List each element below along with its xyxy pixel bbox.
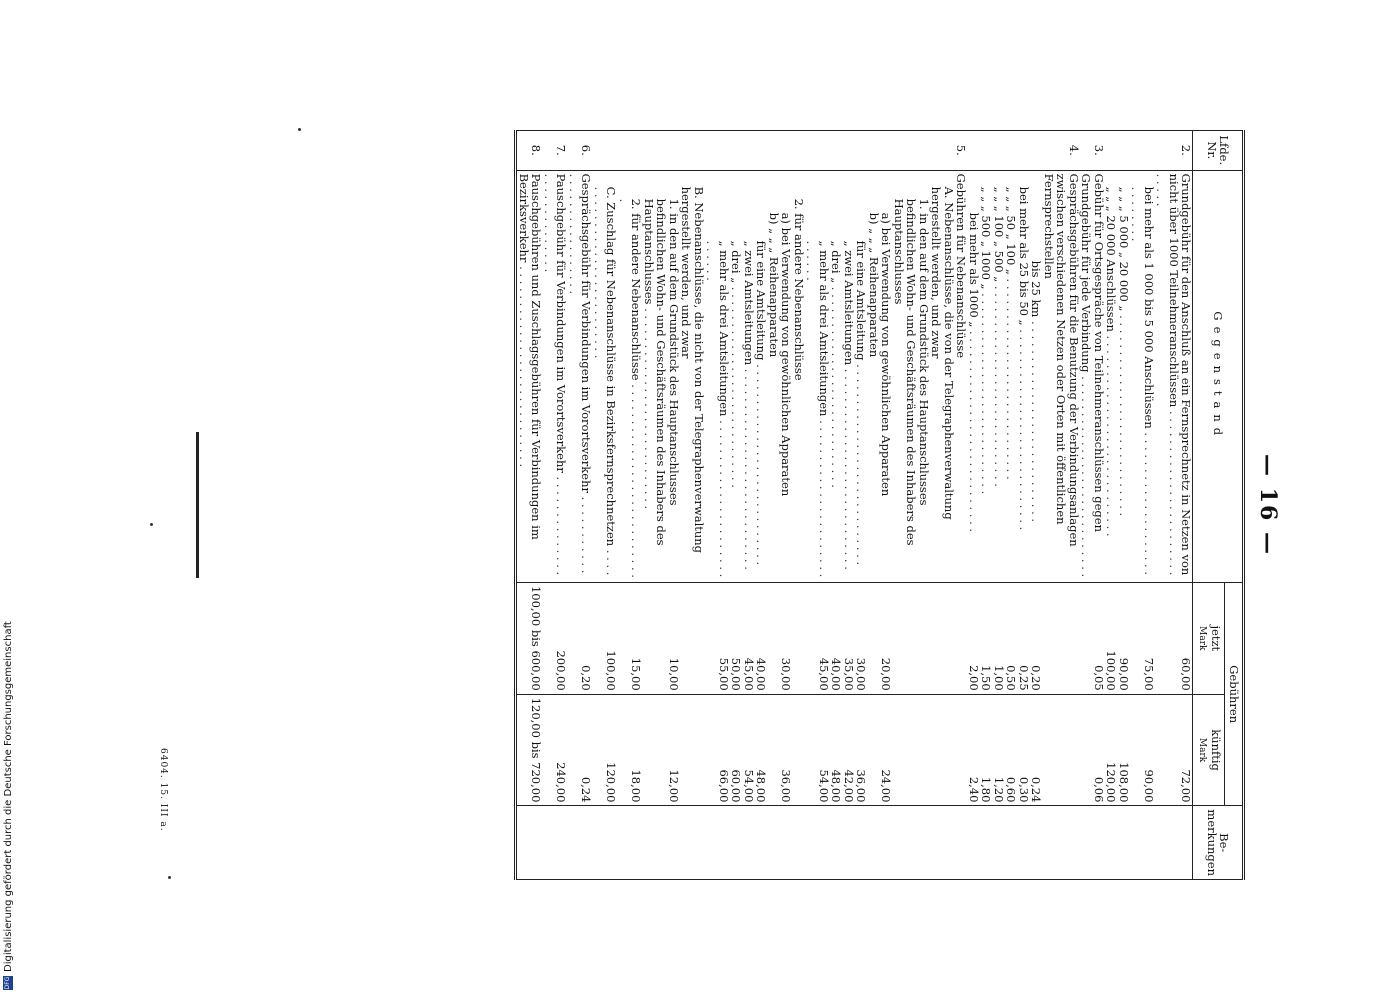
col-header-future — [1193, 694, 1225, 806]
row-fee-now — [768, 582, 781, 694]
row-fee-now: 0,20 — [568, 582, 593, 694]
row-remarks — [1130, 806, 1155, 880]
row-fee-future: 12,00 — [643, 694, 681, 806]
row-fee-future: 18,00 — [618, 694, 643, 806]
table-row — [930, 131, 955, 880]
row-fee-now — [930, 582, 955, 694]
scan-speck — [168, 876, 171, 879]
row-fee-now: 50,00 — [730, 582, 743, 694]
row-nr — [930, 131, 955, 171]
row-fee-now: 0,50 — [1005, 582, 1018, 694]
row-remarks — [768, 806, 781, 880]
print-code: 6404. 15. III a. — [158, 748, 168, 832]
row-remarks — [1043, 806, 1081, 880]
row-remarks — [730, 806, 743, 880]
row-remarks — [1155, 806, 1193, 880]
row-fee-future: 48,00 — [830, 694, 843, 806]
row-fee-now: 40,00 — [755, 582, 768, 694]
row-remarks — [1080, 806, 1105, 880]
row-subject: „ „ „ 5 000 „ 20 000 „ . . . — [1118, 170, 1131, 582]
table-row — [755, 131, 768, 880]
table-row — [643, 131, 681, 880]
table-row — [568, 131, 593, 880]
table-row — [830, 131, 843, 880]
row-fee-now: 200,00 — [543, 582, 568, 694]
row-nr — [793, 131, 806, 171]
row-fee-future: 60,00 — [730, 694, 743, 806]
page-number: — 16 — — [1255, 454, 1281, 556]
row-subject: B. Nebenanschlüsse, die nicht von der Telegraphenverwaltung hergestellt werden, und zwar — [680, 170, 705, 582]
row-nr — [868, 131, 881, 171]
row-subject: 1. in den auf dem Grundstück des Hauptanschlusses befindlichen Wohn- und Geschäftsräumen des Inhabers des Hauptanschlusses . . . — [643, 170, 681, 582]
row-remarks — [855, 806, 868, 880]
row-fee-now — [680, 582, 705, 694]
row-fee-future — [955, 694, 968, 806]
row-fee-now: 90,00 — [1118, 582, 1131, 694]
row-subject: „ mehr als drei Amtsleitungen . . . — [705, 170, 730, 582]
row-remarks — [843, 806, 856, 880]
fee-table — [515, 130, 1246, 880]
row-fee-future — [680, 694, 705, 806]
row-nr — [980, 131, 993, 171]
row-remarks — [980, 806, 993, 880]
row-fee-future: 0,24 — [568, 694, 593, 806]
row-fee-now: 2,00 — [968, 582, 981, 694]
row-nr — [880, 131, 893, 171]
row-remarks — [705, 806, 730, 880]
row-nr — [968, 131, 981, 171]
row-remarks — [868, 806, 881, 880]
row-nr — [1130, 131, 1155, 171]
row-nr — [993, 131, 1006, 171]
row-remarks — [830, 806, 843, 880]
row-nr: 5. — [955, 131, 968, 171]
row-remarks — [755, 806, 768, 880]
row-nr — [1018, 131, 1031, 171]
row-fee-future: 120,00 bis 720,00 — [516, 694, 543, 806]
table-row — [893, 131, 931, 880]
scan-speck — [298, 128, 301, 131]
row-remarks — [930, 806, 955, 880]
row-fee-future: 0,24 — [1030, 694, 1043, 806]
row-subject: „ drei „ . . . — [730, 170, 743, 582]
table-row — [618, 131, 643, 880]
row-fee-now — [868, 582, 881, 694]
row-remarks — [1105, 806, 1118, 880]
table-row — [543, 131, 568, 880]
row-subject: 2. für andere Nebenanschlüsse — [793, 170, 806, 582]
row-fee-future: 36,00 — [780, 694, 793, 806]
dfg-logo: DFG — [4, 976, 11, 990]
table-row — [780, 131, 793, 880]
row-nr: 4. — [1043, 131, 1081, 171]
row-remarks — [743, 806, 756, 880]
table-row — [593, 131, 618, 880]
row-remarks — [568, 806, 593, 880]
row-remarks — [780, 806, 793, 880]
row-subject: a) bei Verwendung von gewöhnlichen Apparaten — [880, 170, 893, 582]
row-fee-future: 54,00 — [805, 694, 830, 806]
table-row — [993, 131, 1006, 880]
row-nr — [730, 131, 743, 171]
row-nr — [680, 131, 705, 171]
table-row — [1105, 131, 1118, 880]
table-row — [1080, 131, 1105, 880]
row-subject: bis 25 km . . . — [1030, 170, 1043, 582]
row-subject: Gesprächsgebühren für die Benutzung der Verbindungsanlagen zwischen verschiedenen Netzen oder Orten mit öffentlichen Fernsprechstellen — [1043, 170, 1081, 582]
row-nr — [1005, 131, 1018, 171]
row-subject: „ zwei Amtsleitungen . . . — [843, 170, 856, 582]
row-fee-future: 90,00 — [1130, 694, 1155, 806]
rotated-page — [215, 130, 1281, 880]
row-nr — [593, 131, 618, 171]
row-fee-future — [930, 694, 955, 806]
row-fee-now: 30,00 — [855, 582, 868, 694]
row-subject: Grundgebühr für den Anschluß an ein Fernsprechnetz in Netzen von nicht über 1000 Teilnehmeranschlüssen . . . — [1155, 170, 1193, 582]
row-fee-now: 60,00 — [1155, 582, 1193, 694]
future-unit: Mark — [1197, 737, 1207, 763]
row-nr: 6. — [568, 131, 593, 171]
row-subject: 1. in den auf dem Grundstück des Hauptanschlusses befindlichen Wohn- und Geschäftsräumen des Inhabers des Hauptanschlusses — [893, 170, 931, 582]
row-remarks — [1118, 806, 1131, 880]
row-fee-now: 1,00 — [993, 582, 1006, 694]
row-fee-future: 0,06 — [1080, 694, 1105, 806]
row-remarks — [643, 806, 681, 880]
table-row — [680, 131, 705, 880]
table-row — [855, 131, 868, 880]
row-fee-now — [893, 582, 931, 694]
row-remarks — [680, 806, 705, 880]
row-subject: „ mehr als drei Amtsleitungen . . . — [805, 170, 830, 582]
row-remarks — [880, 806, 893, 880]
row-nr — [780, 131, 793, 171]
row-fee-future: 240,00 — [543, 694, 568, 806]
row-fee-now: 45,00 — [805, 582, 830, 694]
row-nr: 8. — [516, 131, 543, 171]
row-fee-future: 36,00 — [855, 694, 868, 806]
row-fee-future: 72,00 — [1155, 694, 1193, 806]
scan-speck — [150, 523, 153, 526]
margin-rule — [196, 432, 199, 578]
row-nr — [855, 131, 868, 171]
future-label: künftig — [1209, 729, 1224, 771]
table-row — [880, 131, 893, 880]
row-subject: für eine Amtsleitung . . . — [755, 170, 768, 582]
row-remarks — [805, 806, 830, 880]
row-fee-future — [893, 694, 931, 806]
table-row — [1155, 131, 1193, 880]
row-subject: „ „ „ 100 „ 500 „ . . . — [993, 170, 1006, 582]
row-subject: „ drei „ . . . — [830, 170, 843, 582]
table-row — [868, 131, 881, 880]
row-subject: „ zwei Amtsleitungen . . . — [743, 170, 756, 582]
table-row — [968, 131, 981, 880]
row-fee-future: 1,80 — [980, 694, 993, 806]
row-nr — [843, 131, 856, 171]
row-fee-now: 30,00 — [780, 582, 793, 694]
table-row — [1130, 131, 1155, 880]
now-unit: Mark — [1197, 626, 1207, 651]
table-row — [980, 131, 993, 880]
row-remarks — [1030, 806, 1043, 880]
table-row — [730, 131, 743, 880]
row-fee-now: 45,00 — [743, 582, 756, 694]
row-remarks — [893, 806, 931, 880]
row-fee-future: 120,00 — [593, 694, 618, 806]
col-header-fees: Gebühren — [1225, 582, 1244, 805]
col-header-remarks: Be- merkungen — [1193, 806, 1244, 880]
table-row — [516, 131, 543, 880]
fee-table-body — [516, 131, 1193, 880]
row-fee-now: 15,00 — [618, 582, 643, 694]
row-nr — [893, 131, 931, 171]
row-fee-now: 40,00 — [830, 582, 843, 694]
row-nr — [755, 131, 768, 171]
row-fee-now: 75,00 — [1130, 582, 1155, 694]
row-fee-now: 55,00 — [705, 582, 730, 694]
row-remarks — [955, 806, 968, 880]
row-subject: 2. für andere Nebenanschlüsse . . . — [618, 170, 643, 582]
row-subject: Pauschgebühren und Zuschlagsgebühren für Verbindungen im Bezirksverkehr . . . — [516, 170, 543, 582]
col-header-now — [1193, 582, 1225, 694]
row-fee-future — [1043, 694, 1081, 806]
row-subject: bei mehr als 1000 „ . . . — [968, 170, 981, 582]
row-subject: „ „ „ 20 000 Anschlüssen . . . — [1105, 170, 1118, 582]
row-subject: b) „ „ „ Reihenapparaten — [868, 170, 881, 582]
table-row — [955, 131, 968, 880]
row-nr — [830, 131, 843, 171]
row-fee-now: 35,00 — [843, 582, 856, 694]
row-fee-future: 2,40 — [968, 694, 981, 806]
row-remarks — [968, 806, 981, 880]
row-fee-now: 100,00 — [1105, 582, 1118, 694]
table-row — [1018, 131, 1031, 880]
col-header-subject: Gegenstand — [1193, 170, 1244, 582]
table-row — [1005, 131, 1018, 880]
row-nr — [743, 131, 756, 171]
row-fee-future: 120,00 — [1105, 694, 1118, 806]
row-remarks — [1018, 806, 1031, 880]
row-remarks — [593, 806, 618, 880]
row-fee-now: 0,25 — [1018, 582, 1031, 694]
table-row — [793, 131, 806, 880]
row-subject: C. Zuschlag für Nebenanschlüsse in Bezirksfernsprechnetzen . . . — [593, 170, 618, 582]
row-remarks — [993, 806, 1006, 880]
row-fee-now: 20,00 — [880, 582, 893, 694]
row-remarks — [618, 806, 643, 880]
row-subject: b) „ „ „ Reihenapparaten — [768, 170, 781, 582]
table-row — [705, 131, 730, 880]
now-label: jetzt — [1209, 625, 1224, 652]
row-fee-now: 10,00 — [643, 582, 681, 694]
row-nr: 3. — [1080, 131, 1105, 171]
row-subject: a) bei Verwendung von gewöhnlichen Apparaten — [780, 170, 793, 582]
row-nr — [643, 131, 681, 171]
table-row — [805, 131, 830, 880]
row-fee-future: 66,00 — [705, 694, 730, 806]
row-fee-now — [793, 582, 806, 694]
row-subject: für eine Amtsleitung . . . — [855, 170, 868, 582]
credit-text: Digitalisierung gefördert durch die Deutsche Forschungsgemeinschaft — [3, 621, 14, 972]
row-subject: „ „ „ 50 „ 100 „ . . . — [1005, 170, 1018, 582]
row-subject: Gebühren für Nebenanschlüsse — [955, 170, 968, 582]
row-remarks — [793, 806, 806, 880]
row-fee-now: 1,50 — [980, 582, 993, 694]
row-fee-now — [1043, 582, 1081, 694]
digitization-credit — [3, 621, 14, 990]
row-fee-future: 1,20 — [993, 694, 1006, 806]
row-fee-future: 54,00 — [743, 694, 756, 806]
row-remarks — [543, 806, 568, 880]
row-subject: bei mehr als 1 000 bis 5 000 Anschlüssen . . . — [1130, 170, 1155, 582]
row-nr — [1030, 131, 1043, 171]
row-nr — [705, 131, 730, 171]
row-nr: 2. — [1155, 131, 1193, 171]
table-row — [1030, 131, 1043, 880]
table-row — [1043, 131, 1081, 880]
row-remarks — [1005, 806, 1018, 880]
row-fee-now: 0,20 — [1030, 582, 1043, 694]
row-fee-future: 24,00 — [880, 694, 893, 806]
row-subject: bei mehr als 25 bis 50 „ . . . — [1018, 170, 1031, 582]
table-row — [843, 131, 856, 880]
row-remarks — [516, 806, 543, 880]
row-subject: Gesprächsgebühr für Verbindungen im Vorortsverkehr . . . — [568, 170, 593, 582]
col-header-nr: Lfde. Nr. — [1193, 131, 1244, 171]
table-row — [743, 131, 756, 880]
row-fee-future — [768, 694, 781, 806]
row-fee-now: 100,00 bis 600,00 — [516, 582, 543, 694]
row-subject: „ „ „ 500 „ 1000 „ . . . — [980, 170, 993, 582]
row-fee-now — [955, 582, 968, 694]
row-nr — [1118, 131, 1131, 171]
row-fee-future: 42,00 — [843, 694, 856, 806]
row-nr — [1105, 131, 1118, 171]
row-fee-future — [793, 694, 806, 806]
row-subject: A. Nebenanschlüsse, die von der Telegraphenverwaltung hergestellt werden, und zwar — [930, 170, 955, 582]
row-fee-future: 108,00 — [1118, 694, 1131, 806]
table-row — [1118, 131, 1131, 880]
row-nr — [618, 131, 643, 171]
row-fee-now: 0,05 — [1080, 582, 1105, 694]
row-subject: Gebühr für Ortsgespräche von Teilnehmeranschlüssen gegen Grundgebühr für jede Verbindung . . . — [1080, 170, 1105, 582]
row-subject: Pauschgebühr für Verbindungen im Vorortsverkehr . . . — [543, 170, 568, 582]
row-nr — [805, 131, 830, 171]
row-fee-future — [868, 694, 881, 806]
row-nr — [768, 131, 781, 171]
row-fee-future: 0,60 — [1005, 694, 1018, 806]
row-nr: 7. — [543, 131, 568, 171]
row-fee-now: 100,00 — [593, 582, 618, 694]
row-fee-future: 48,00 — [755, 694, 768, 806]
table-row — [768, 131, 781, 880]
row-fee-future: 0,30 — [1018, 694, 1031, 806]
